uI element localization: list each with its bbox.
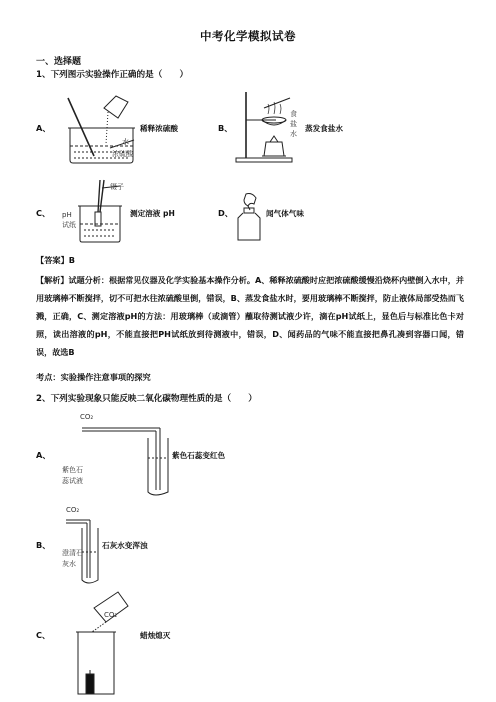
label-shi: 食 [290,110,297,118]
label-purple-litmus-2: 蕊试液 [62,477,83,485]
dilute-acid-illustration [60,88,150,166]
question-1-stem: 1、下列图示实验操作正确的是（ ） [36,70,189,80]
label-co2-b: CO₂ [66,506,80,514]
question-2-stem: 2、下列实验现象只能反映二氧化碳物理性质的是（ ） [36,394,257,404]
label-ph: pH [62,211,72,219]
label-test-paper: 试纸 [62,221,76,229]
q1-option-b-letter: B、 [218,123,233,133]
analysis-paragraph [36,271,464,361]
evaporation-illustration [234,86,296,166]
knowledge-point: 考点：实验操作注意事项的探究 [36,372,151,382]
co2-candle-illustration [66,588,136,698]
q2-option-b-letter: B、 [36,540,51,550]
label-purple-litmus-1: 紫色石 [62,466,83,474]
analysis-text: 试题分析：根据常见仪器及化学实验基本操作分析。A、稀释浓硫酸时应把浓硫酸缓慢沿烧杯内壁倒入水中，并用玻璃棒不断搅拌，切不可把水往浓硫酸里倒，错误，B、蒸发食盐水时，要用玻璃棒不断搅拌，防止液体局部受热而飞溅，正确，C、测定溶液pH的方法：用玻璃棒（或滴管）蘸取待测试液少许，滴在pH试纸上，显色后与标准比色卡对照，读出溶液的pH，不能直接把PH试纸放到待测液中，错误，D、闻药品的气味不能直接把鼻孔凑到容器口闻，错误，故选B [36,275,464,357]
label-tweezers: 镊子 [110,183,124,191]
q2-option-c-caption: 蜡烛熄灭 [140,631,171,640]
q2-option-a-letter: A、 [36,450,51,460]
q1-option-c-letter: C、 [36,208,51,218]
label-yan: 盐 [290,120,297,128]
section-heading: 一、选择题 [36,57,82,67]
q1-option-c-caption: 测定溶液 pH [130,209,175,218]
q2-option-c-letter: C、 [36,630,51,640]
q2-option-a-caption: 紫色石蕊变红色 [172,451,226,460]
page-title: 中考化学模拟试卷 [200,29,296,43]
label-limewater-1: 澄清石 [62,549,83,557]
answer-tag: 【答案】 [36,255,69,265]
q1-option-d-letter: D、 [218,208,233,218]
label-shui: 水 [290,130,297,138]
label-limewater-2: 灰水 [62,560,76,568]
label-co2-a: CO₂ [80,413,94,421]
q1-option-a-caption: 稀释浓硫酸 [140,124,178,133]
q1-option-a-letter: A、 [36,123,51,133]
label-conc-sulfuric-acid: 浓硫酸 [112,150,133,158]
label-water: 水 [122,138,129,146]
analysis-tag: 【解析】 [36,275,69,285]
answer-value: B [68,255,76,265]
answer-line [36,255,75,266]
co2-litmus-illustration [64,412,174,502]
q2-option-b-caption: 石灰水变浑浊 [102,541,148,550]
label-co2-c: CO₂ [104,611,118,619]
q1-option-b-caption: 蒸发食盐水 [305,124,343,133]
q1-option-d-caption: 闻气体气味 [266,209,304,218]
